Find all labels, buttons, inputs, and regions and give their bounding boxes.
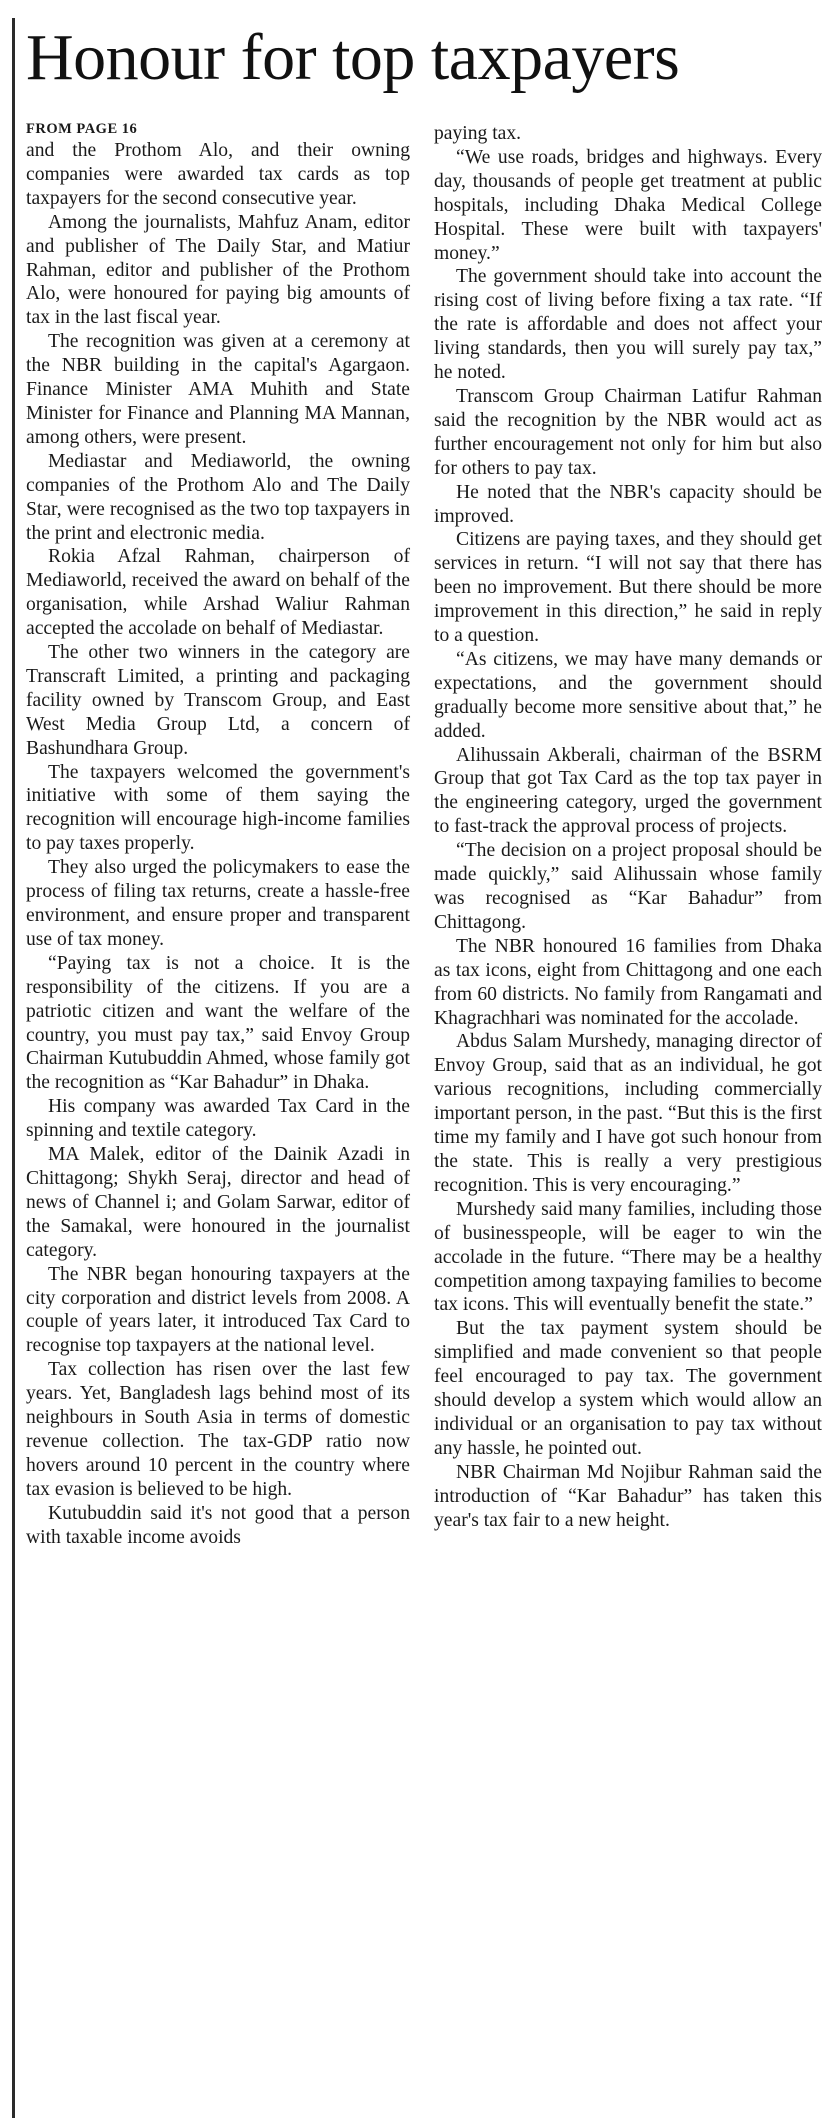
paragraph: NBR Chairman Md Nojibur Rahman said the introduction of “Kar Bahadur” has taken this year's tax fair to a new height. [434,1461,822,1531]
paragraph: “The decision on a project proposal should be made quickly,” said Alihussain whose family was recognised as “Kar Bahadur” from Chittagong. [434,840,822,933]
left-column [26,120,410,1549]
continued-from-label: FROM PAGE 16 [26,121,138,137]
paragraph: Kutubuddin said it's not good that a person with taxable income avoids [26,1502,410,1548]
paragraph: Rokia Afzal Rahman, chairperson of Mediaworld, received the award on behalf of the organisation, while Arshad Waliur Rahman accepted the accolade on behalf of Mediastar. [26,546,410,640]
headline: Honour for top taxpayers [26,21,680,94]
paragraph: “We use roads, bridges and highways. Every day, thousands of people get treatment at public hospitals, including Dhaka Medical College Hospital. These were built with taxpayers' money.” [434,146,822,264]
paragraph: His company was awarded Tax Card in the spinning and textile category. [26,1096,410,1142]
paragraph: Murshedy said many families, including those of businesspeople, will be eager to win the accolade in the future. “There may be a healthy competition among taxpaying families to become tax icons. This will eventually benefit the state.” [434,1198,822,1316]
paragraph: They also urged the policymakers to ease the process of filing tax returns, create a hassle-free environment, and ensure proper and transparent use of tax money. [26,857,410,950]
paragraph: and the Prothom Alo, and their owning companies were awarded tax cards as top taxpayers for the second consecutive year. [26,140,410,209]
paragraph: Citizens are paying taxes, and they should get services in return. “I will not say that there has been no improvement. But there should be more improvement in this direction,” he said in reply to a question. [434,529,822,647]
column-rule [12,18,15,2118]
right-column [434,122,822,1532]
paragraph: The NBR began honouring taxpayers at the city corporation and district levels from 2008. A couple of years later, it introduced Tax Card to recognise top taxpayers at the national level. [26,1263,410,1357]
paragraph: But the tax payment system should be simplified and made convenient so that people feel encouraged to pay tax. The government should develop a system which would allow an individual or an organisation to pay tax without any hassle, he pointed out. [434,1318,822,1459]
paragraph: Transcom Group Chairman Latifur Rahman said the recognition by the NBR would act as further encouragement not only for him but also for others to pay tax. [434,385,822,479]
paragraph: paying tax. [434,123,522,144]
paragraph: MA Malek, editor of the Dainik Azadi in Chittagong; Shykh Seraj, director and head of news of Channel i; and Golam Sarwar, editor of the Samakal, were honoured in the journalist category. [26,1144,410,1261]
paragraph: Among the journalists, Mahfuz Anam, editor and publisher of The Daily Star, and Matiur Rahman, editor and publisher of the Prothom Alo, were honoured for paying big amounts of tax in the last fiscal year. [26,211,410,329]
paragraph: Mediastar and Mediaworld, the owning companies of the Prothom Alo and The Daily Star, were recognised as the two top taxpayers in the print and electronic media. [26,450,410,544]
paragraph: Alihussain Akberali, chairman of the BSRM Group that got Tax Card as the top tax payer in the engineering category, urged the government to fast-track the approval process of projects. [434,744,822,838]
paragraph: The recognition was given at a ceremony at the NBR building in the capital's Agargaon. Finance Minister AMA Muhith and State Minister for Finance and Planning MA Mannan, among others, were present. [26,331,410,448]
paragraph: The NBR honoured 16 families from Dhaka as tax icons, eight from Chittagong and one each from 60 districts. No family from Rangamati and Khagrachhari was nominated for the accolade. [434,935,822,1029]
paragraph: Tax collection has risen over the last few years. Yet, Bangladesh lags behind most of its neighbours in South Asia in terms of domestic revenue collection. The tax-GDP ratio now hovers around 10 percent in the country where tax evasion is believed to be high. [26,1359,410,1500]
paragraph: “Paying tax is not a choice. It is the responsibility of the citizens. If you are a patriotic citizen and want the welfare of the country, you must pay tax,” said Envoy Group Chairman Kutubuddin Ahmed, whose family got the recognition as “Kar Bahadur” in Dhaka. [26,952,410,1094]
paragraph: “As citizens, we may have many demands or expectations, and the government should gradually become more sensitive about that,” he added. [434,648,822,742]
paragraph: Abdus Salam Murshedy, managing director of Envoy Group, said that as an individual, he got various recognitions, including commercially important person, in the past. “But this is the first time my family and I have got such honour from the state. This is really a very prestigious recognition. This is very encouraging.” [434,1031,822,1196]
paragraph: The government should take into account the rising cost of living before fixing a tax rate. “If the rate is affordable and does not affect your living standards, then you will surely pay tax,” he noted. [434,266,822,384]
paragraph: He noted that the NBR's capacity should be improved. [434,481,822,527]
paragraph: The other two winners in the category are Transcraft Limited, a printing and packaging facility owned by Transcom Group, and East West Media Group Ltd, a concern of Bashundhara Group. [26,642,410,759]
paragraph: The taxpayers welcomed the government's initiative with some of them saying the recognition will encourage high-income families to pay taxes properly. [26,761,410,855]
